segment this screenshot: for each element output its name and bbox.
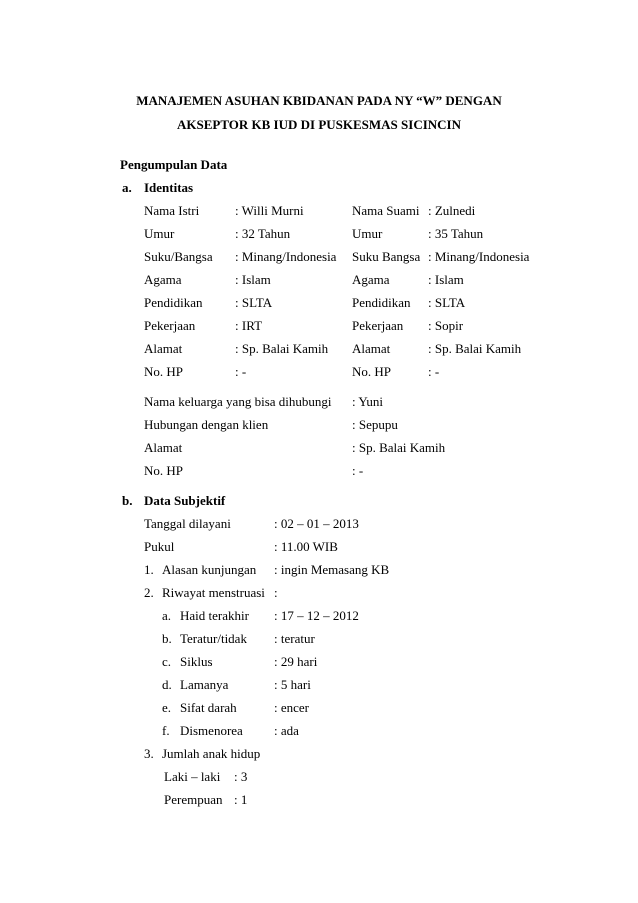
anak-value: : 3	[234, 769, 248, 784]
identitas-value: : Islam	[428, 272, 464, 287]
list-label: Haid terakhir	[180, 608, 249, 623]
identitas-label: Pekerjaan	[352, 318, 404, 333]
keluarga-label: Nama keluarga yang bisa dihubungi	[144, 394, 332, 409]
list-value: : 5 hari	[274, 677, 311, 692]
pukul-label: Pukul	[144, 539, 175, 554]
item-number: 1.	[144, 562, 154, 577]
identitas-label: Pendidikan	[352, 295, 411, 310]
keluarga-label: No. HP	[144, 463, 184, 478]
tanggal-value: : 02 – 01 – 2013	[274, 516, 359, 531]
list-letter: c.	[162, 654, 172, 669]
anak-value: : 1	[234, 792, 248, 807]
list-label: Sifat darah	[180, 700, 237, 715]
identitas-value: : Sp. Balai Kamih	[235, 341, 329, 356]
alasan-label: Alasan kunjungan	[162, 562, 257, 577]
document-title-line-2: AKSEPTOR KB IUD DI PUSKESMAS SICINCIN	[176, 117, 461, 132]
list-letter: f.	[162, 723, 170, 738]
keluarga-label: Hubungan dengan klien	[144, 417, 269, 432]
list-value: : 17 – 12 – 2012	[274, 608, 359, 623]
list-letter: a.	[162, 608, 172, 623]
list-value: : encer	[274, 700, 310, 715]
keluarga-label: Alamat	[144, 440, 183, 455]
identitas-value: : SLTA	[428, 295, 466, 310]
section-heading: Pengumpulan Data	[120, 157, 228, 172]
list-value: : teratur	[274, 631, 315, 646]
identitas-label: Alamat	[352, 341, 391, 356]
identitas-label: No. HP	[144, 364, 184, 379]
identitas-label: Suku Bangsa	[352, 249, 421, 264]
alasan-value: : ingin Memasang KB	[274, 562, 390, 577]
item-number: 2.	[144, 585, 154, 600]
identitas-value: : Zulnedi	[428, 203, 476, 218]
identitas-label: No. HP	[352, 364, 392, 379]
identitas-label: Pekerjaan	[144, 318, 196, 333]
identitas-label: Umur	[352, 226, 383, 241]
anak-hidup-label: Jumlah anak hidup	[162, 746, 261, 761]
anak-label: Laki – laki	[164, 769, 221, 784]
list-letter: b.	[162, 631, 172, 646]
item-number: 3.	[144, 746, 154, 761]
identitas-heading: Identitas	[144, 180, 194, 195]
list-value: : 29 hari	[274, 654, 318, 669]
identitas-label: Agama	[352, 272, 390, 287]
menstruasi-value: :	[274, 585, 278, 600]
keluarga-value: : Sepupu	[352, 417, 398, 432]
identitas-label: Agama	[144, 272, 182, 287]
document-title-line-1: MANAJEMEN ASUHAN KBIDANAN PADA NY “W” DENGAN	[136, 93, 502, 108]
identitas-marker: a.	[122, 180, 132, 195]
list-value: : ada	[274, 723, 299, 738]
identitas-value: : Islam	[235, 272, 271, 287]
tanggal-label: Tanggal dilayani	[144, 516, 231, 531]
identitas-value: : Sp. Balai Kamih	[428, 341, 522, 356]
menstruasi-label: Riwayat menstruasi	[162, 585, 265, 600]
keluarga-value: : Yuni	[352, 394, 383, 409]
list-letter: e.	[162, 700, 172, 715]
identitas-value: : Willi Murni	[235, 203, 304, 218]
identitas-value: : Sopir	[428, 318, 464, 333]
list-letter: d.	[162, 677, 172, 692]
list-label: Teratur/tidak	[180, 631, 247, 646]
list-label: Dismenorea	[180, 723, 243, 738]
pukul-value: : 11.00 WIB	[274, 539, 338, 554]
anak-label: Perempuan	[164, 792, 223, 807]
identitas-value: : 32 Tahun	[235, 226, 291, 241]
list-label: Lamanya	[180, 677, 229, 692]
identitas-value: : Minang/Indonesia	[428, 249, 530, 264]
identitas-value: : 35 Tahun	[428, 226, 484, 241]
identitas-label: Pendidikan	[144, 295, 203, 310]
identitas-value: : -	[235, 364, 247, 379]
subjektif-heading: Data Subjektif	[144, 493, 226, 508]
identitas-label: Alamat	[144, 341, 183, 356]
list-label: Siklus	[180, 654, 213, 669]
identitas-value: : Minang/Indonesia	[235, 249, 337, 264]
identitas-label: Nama Suami	[352, 203, 420, 218]
identitas-value: : IRT	[235, 318, 263, 333]
identitas-value: : SLTA	[235, 295, 273, 310]
identitas-label: Umur	[144, 226, 175, 241]
keluarga-value: : -	[352, 463, 364, 478]
subjektif-marker: b.	[122, 493, 133, 508]
identitas-label: Nama Istri	[144, 203, 200, 218]
keluarga-value: : Sp. Balai Kamih	[352, 440, 446, 455]
identitas-value: : -	[428, 364, 440, 379]
identitas-label: Suku/Bangsa	[144, 249, 213, 264]
